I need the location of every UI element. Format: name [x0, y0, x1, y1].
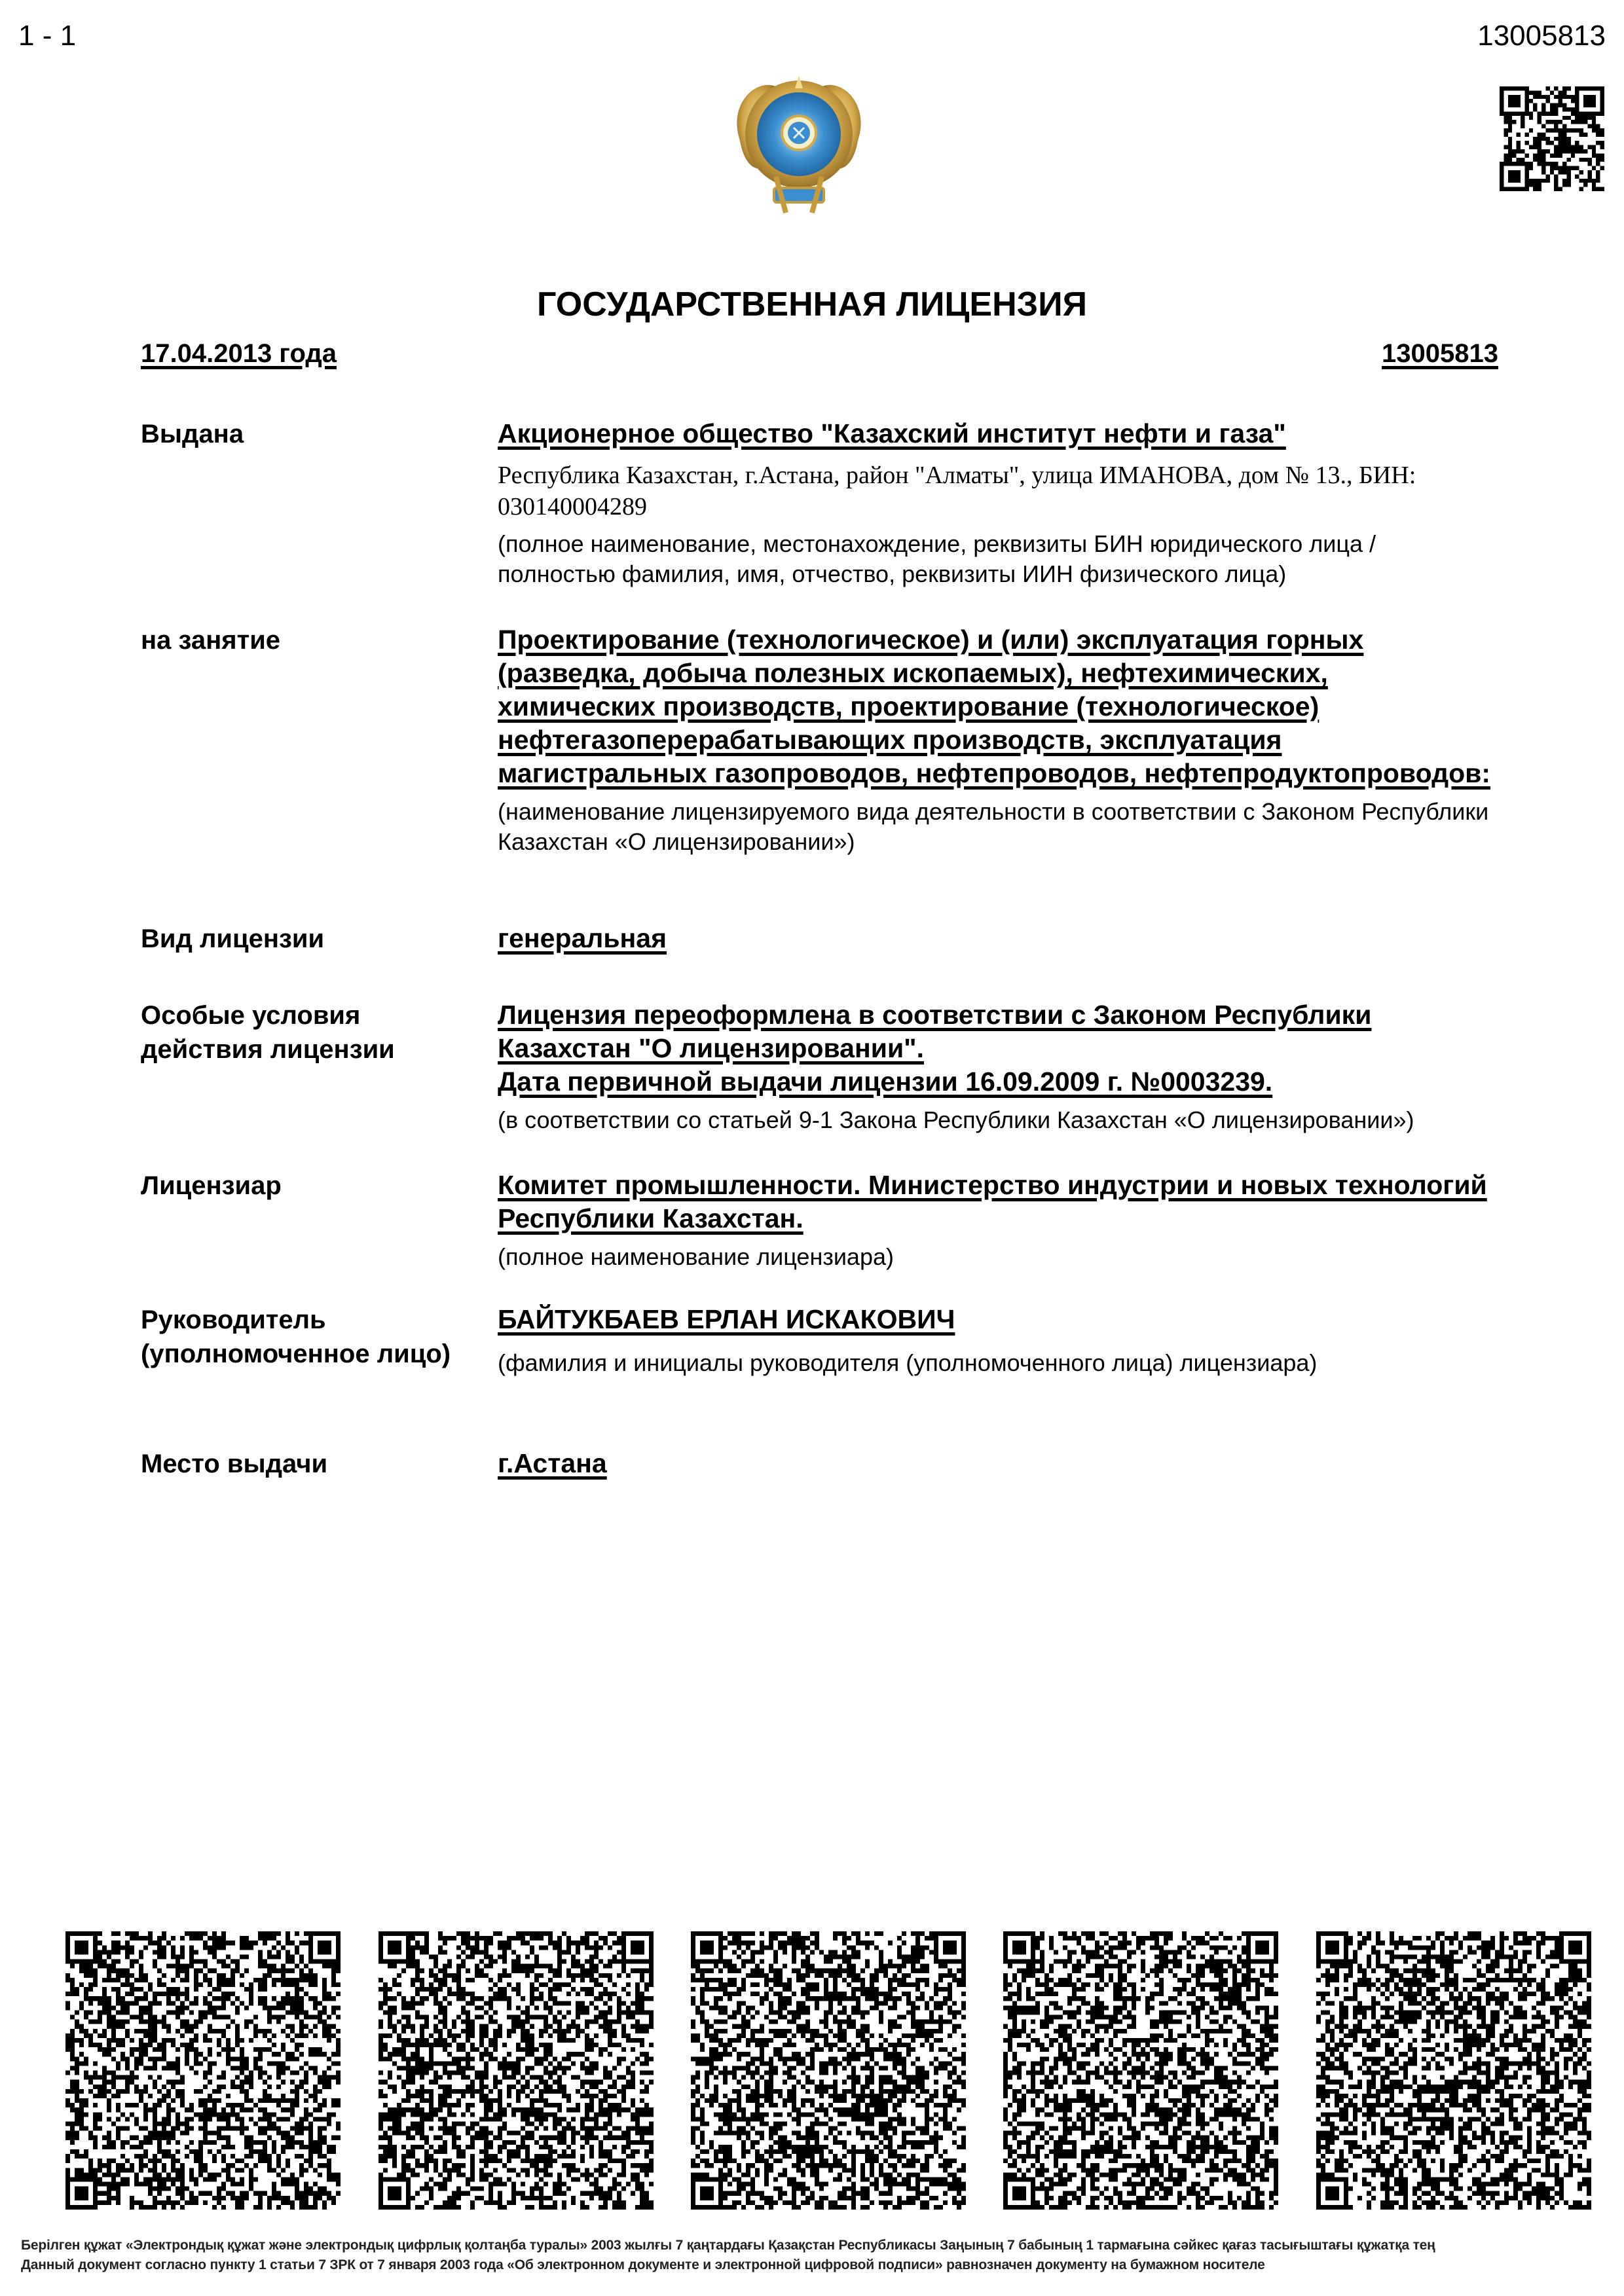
field-label: на занятие [141, 626, 281, 655]
field-label: (уполномоченное лицо) [141, 1339, 451, 1368]
first-issue-date: Дата первичной выдачи лицензии 16.09.2009 г. №0003239. [498, 1066, 1273, 1097]
conditions-value: Лицензия переоформлена в соответствии с Законом Республики Казахстан "О лицензировании". [498, 1000, 1372, 1063]
licensee-address: Республика Казахстан, г.Астана, район "Алматы", улица ИМАНОВА, дом № 13., БИН: 030140004289 [498, 462, 1416, 520]
license-number: 13005813 [1382, 339, 1498, 368]
field-note: (полное наименование, местонахождение, реквизиты БИН юридического лица / полностью фамилия, имя, отчество, реквизиты ИИН физического лица) [498, 530, 1376, 587]
page-indicator: 1 - 1 [18, 20, 77, 52]
place-value: г.Астана [498, 1448, 607, 1478]
license-type-value: генеральная [498, 923, 667, 953]
state-emblem-icon [714, 62, 884, 219]
licensee-name: Акционерное общество "Казахский институт нефти и газа" [498, 418, 1286, 448]
footer-legal-kk: Берілген құжат «Электрондық құжат және электрондық цифрлық қолтаңба туралы» 2003 жылғы 7 қаңтардағы Қазақстан Республикасы Заңының 7 бабының 1 тармағына сәйкес қағаз тасығыштағы құжатқа тең [21, 2238, 1435, 2253]
qr-code-icon [1500, 86, 1604, 191]
qr-code-icon [1316, 1931, 1591, 2210]
field-label: Вид лицензии [141, 924, 325, 953]
field-note: (полное наименование лицензиара) [498, 1243, 894, 1270]
activity-value: Проектирование (технологическое) и (или) эксплуатация горных (разведка, добыча полезных ископаемых), нефтехимических, химических производств, проектирование (технологическое) нефтегазоперерабатывающих производств, эксплуатация магистральных газопроводов, нефтепроводов, нефтепродуктопроводов: [498, 625, 1491, 788]
document-title: ГОСУДАРСТВЕННАЯ ЛИЦЕНЗИЯ [537, 285, 1087, 323]
field-note: (в соответствии со статьей 9-1 Закона Республики Казахстан «О лицензировании») [498, 1106, 1414, 1133]
field-note: (фамилия и инициалы руководителя (уполномоченного лица) лицензиара) [498, 1349, 1318, 1376]
qr-code-icon [378, 1931, 654, 2210]
licensor-value: Комитет промышленности. Министерство индустрии и новых технологий Республики Казахстан. [498, 1170, 1487, 1233]
issue-date: 17.04.2013 года [141, 339, 337, 368]
field-label: Место выдачи [141, 1449, 328, 1478]
field-label: Лицензиар [141, 1171, 282, 1200]
field-label: Выдана [141, 420, 244, 448]
document-number: 13005813 [1477, 20, 1606, 52]
qr-code-icon [691, 1931, 966, 2210]
field-note: (наименование лицензируемого вида деятельности в соответствии с Законом Республики Казахстан «О лицензировании») [498, 798, 1489, 855]
qr-code-icon [65, 1931, 341, 2210]
field-label: Особые условия [141, 1001, 361, 1030]
footer-legal-ru: Данный документ согласно пункту 1 статьи 7 ЗРК от 7 января 2003 года «Об электронном документе и электронной цифровой подписи» равнозначен документу на бумажном носителе [21, 2257, 1265, 2272]
qr-code-icon [1003, 1931, 1278, 2210]
head-name: БАЙТУКБАЕВ ЕРЛАН ИСКАКОВИЧ [498, 1304, 955, 1334]
field-label: действия лицензии [141, 1035, 395, 1064]
field-label: Руководитель [141, 1305, 326, 1334]
